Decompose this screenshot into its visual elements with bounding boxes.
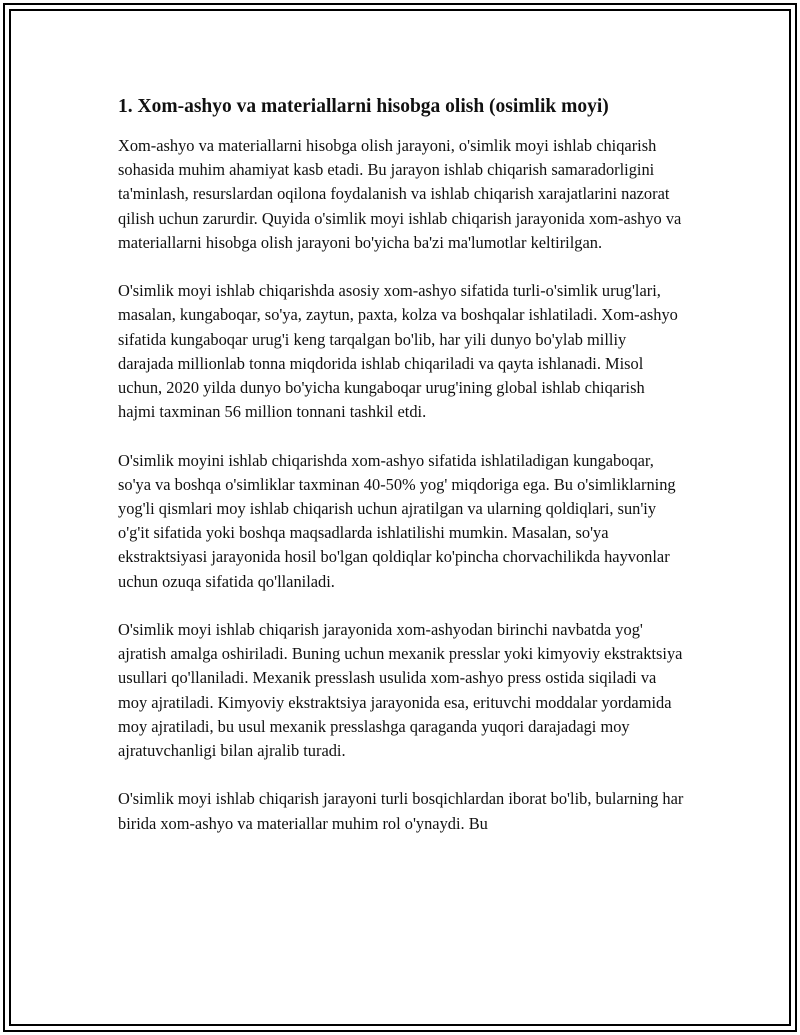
paragraph-1: Xom-ashyo va materiallarni hisobga olish jarayoni, o'simlik moyi ishlab chiqarish sohasida muhim ahamiyat kasb etadi. Bu jarayon ishlab chiqarish samaradorligini ta'minlash, resurslardan oqilona foydalanish va ishlab chiqarish xarajatlarini nazorat qilish uchun zarurdir. Quyida o'simlik moyi ishlab chiqarish jarayonida xom-ashyo va materiallarni hisobga olish jarayoni bo'yicha ba'zi ma'lumotlar keltirilgan. <box>118 136 682 252</box>
paragraph-3: O'simlik moyini ishlab chiqarishda xom-ashyo sifatida ishlatiladigan kungaboqar, so'ya va boshqa o'simliklar taxminan 40-50% yog' miqdoriga ega. Bu o'simliklarning yog'li qismlari moy ishlab chiqarish uchun ajratilgan va ularning qoldiqlari, sun'iy o'g'it sifatida yoki boshqa maqsadlarda ishlatilishi mumkin. Masalan, so'ya ekstraktsiyasi jarayonida hosil bo'lgan qoldiqlar ko'pincha chorvachilikda hayvonlar uchun ozuqa sifatida qo'llaniladi. <box>118 450 676 591</box>
paragraph-5: O'simlik moyi ishlab chiqarish jarayoni turli bosqichlardan iborat bo'lib, bularning har birida xom-ashyo va materiallar muhim rol o'ynaydi. Bu <box>118 789 684 833</box>
document-body <box>118 94 684 860</box>
document-title: 1. Xom-ashyo va materiallarni hisobga olish (osimlik moyi) <box>118 96 609 117</box>
paragraph-4: O'simlik moyi ishlab chiqarish jarayonida xom-ashyodan birinchi navbatda yog' ajratish amalga oshiriladi. Buning uchun mexanik presslar yoki kimyoviy ekstraktsiya usullari qo'llaniladi. Mexanik presslash usulida xom-ashyo press ostida siqiladi va moy ajratiladi. Kimyoviy ekstraktsiya jarayonida esa, erituvchi moddalar yordamida moy ajratiladi, bu usul mexanik presslashga qaraganda yuqori darajadagi moy ajratuvchanligi bilan ajralib turadi. <box>118 620 683 761</box>
paragraph-2: O'simlik moyi ishlab chiqarishda asosiy xom-ashyo sifatida turli-o'simlik urug'lari, masalan, kungaboqar, so'ya, zaytun, paxta, kolza va boshqalar ishlatiladi. Xom-ashyo sifatida kungaboqar urug'i keng tarqalgan bo'lib, har yili dunyo bo'ylab milliy darajada millionlab tonna miqdorida ishlab chiqariladi va qayta ishlanadi. Misol uchun, 2020 yilda dunyo bo'yicha kungaboqar urug'ining global ishlab chiqarish hajmi taxminan 56 million tonnani tashkil etdi. <box>118 281 678 422</box>
